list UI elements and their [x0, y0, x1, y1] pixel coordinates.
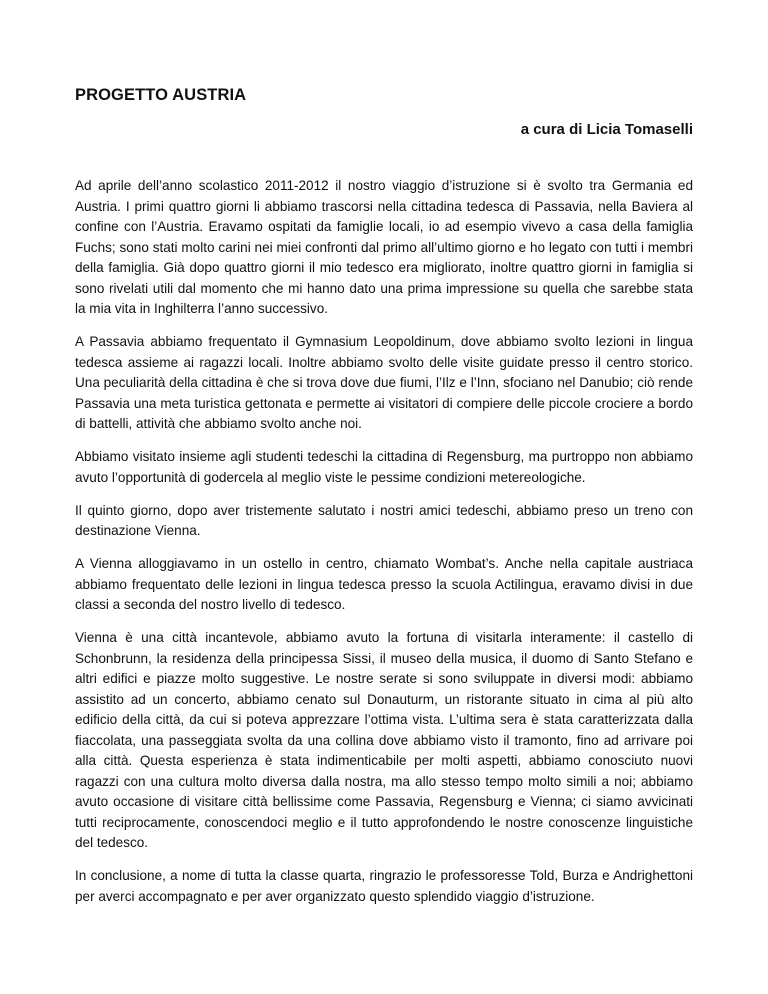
document-body [75, 176, 693, 920]
paragraph-1: Ad aprile dell’anno scolastico 2011-2012 il nostro viaggio d’istruzione si è svolto tra Germania ed Austria. I primi quattro giorni li abbiamo trascorsi nella cittadina tedesca di Passavia, nella Baviera al confine con l’Austria. Eravamo ospitati da famiglie locali, io ad esempio vivevo a casa della famiglia Fuchs; sono stati molto carini nei miei confronti dal primo all’ultimo giorno e ho legato con tutti i membri della famiglia. Già dopo quattro giorni il mio tedesco era migliorato, inoltre quattro giorni in famiglia si sono rivelati utili dal momento che mi hanno dato una prima impressione su quella che sarebbe stata la mia vita in Inghilterra l’anno successivo. [75, 178, 693, 316]
paragraph-2: A Passavia abbiamo frequentato il Gymnasium Leopoldinum, dove abbiamo svolto lezioni in lingua tedesca assieme ai ragazzi locali. Inoltre abbiamo svolto delle visite guidate presso il centro storico. Una peculiarità della cittadina è che si trova dove due fiumi, l’Ilz e l’Inn, sfociano nel Danubio; ciò rende Passavia una meta turistica gettonata e permette ai visitatori di compiere delle piccole crociere a bordo di battelli, attività che abbiamo svolto anche noi. [75, 334, 693, 431]
paragraph-7: In conclusione, a nome di tutta la classe quarta, ringrazio le professoresse Told, Burza e Andrighettoni per averci accompagnato e per aver organizzato questo splendido viaggio d’istruzione. [75, 868, 693, 904]
paragraph-6: Vienna è una città incantevole, abbiamo avuto la fortuna di visitarla interamente: il castello di Schonbrunn, la residenza della principessa Sissi, il museo della musica, il duomo di Santo Stefano e altri edifici e piazze molto suggestive. Le nostre serate si sono sviluppate in diversi modi: abbiamo assistito ad un concerto, abbiamo cenato sul Donauturm, un ristorante situato in cima al più alto edificio della città, da cui si poteva apprezzare l’ottima vista. L’ultima sera è stata caratterizzata dalla fiaccolata, una passeggiata svolta da una collina dove abbiamo visto il tramonto, fino ad arrivare poi alla città. Questa esperienza è stata indimenticabile per molti aspetti, abbiamo conosciuto nuovi ragazzi con una cultura molto diversa dalla nostra, ma allo stesso tempo molto simili a noi; abbiamo avuto occasione di visitare città bellissime come Passavia, Regensburg e Vienna; ci siamo avvicinati tutti reciprocamente, conoscendoci meglio e il tutto approfondendo le nostre conoscenze linguistiche del tedesco. [75, 630, 693, 850]
paragraph-3: Abbiamo visitato insieme agli studenti tedeschi la cittadina di Regensburg, ma purtroppo non abbiamo avuto l’opportunità di godercela al meglio viste le pessime condizioni metereologiche. [75, 449, 693, 485]
paragraph-4: Il quinto giorno, dopo aver tristemente salutato i nostri amici tedeschi, abbiamo preso un treno con destinazione Vienna. [75, 502, 693, 538]
document-author: a cura di Licia Tomaselli [520, 121, 693, 138]
paragraph-5: A Vienna alloggiavamo in un ostello in centro, chiamato Wombat’s. Anche nella capitale austriaca abbiamo frequentato delle lezioni in lingua tedesca presso la scuola Actilingua, eravamo divisi in due classi a seconda del nostro livello di tedesco. [75, 556, 693, 612]
document-title: PROGETTO AUSTRIA [75, 86, 247, 104]
